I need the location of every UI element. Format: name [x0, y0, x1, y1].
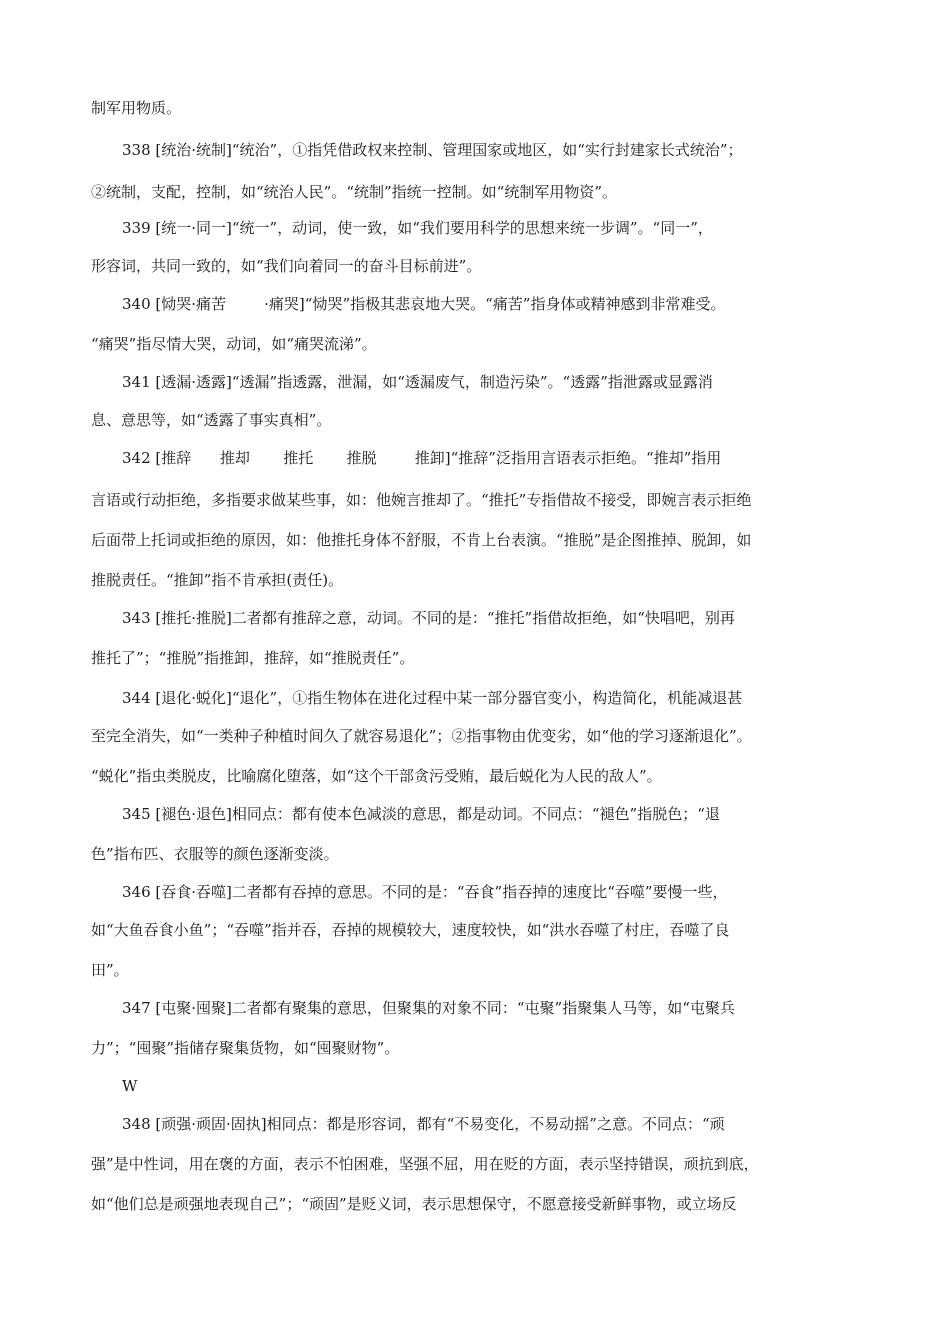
text-line: 339 [统一·同一]“统一”，动词，使一致，如“我们要用科学的思想来统一步调”。“同一”， — [122, 219, 713, 237]
text-line: 如“他们总是顽强地表现自己”；“顽固”是贬义词，表示思想保守，不愿意接受新鲜事物，或立场反 — [91, 1195, 737, 1213]
text-line: 推脱责任。“推卸”指不肯承担(责任)。 — [91, 571, 344, 589]
text-line: 347 [屯聚·囤聚]二者都有聚集的意思，但聚集的对象不同：“屯聚”指聚集人马等，如“屯聚兵 — [122, 999, 735, 1017]
text-line: 338 [统治·统制]“统治”，①指凭借政权来控制、管理国家或地区，如“实行封建家长式统治”； — [122, 141, 743, 159]
text-line: 力”；“囤聚”指储存聚集货物，如“囤聚财物”。 — [91, 1039, 400, 1057]
text-line: 推托了”；“推脱”指推卸，推辞，如“推脱责任”。 — [91, 649, 415, 667]
text-line: 至完全消失，如“一类种子种植时间久了就容易退化”；②指事物由优变劣，如“他的学习逐渐退化”。 — [91, 727, 752, 745]
text-line: 制军用物质。 — [91, 99, 182, 117]
text-line: 342 [推辞 推却 推托 推脱 推卸]“推辞”泛指用言语表示拒绝。“推却”指用 — [122, 449, 722, 467]
text-line: 343 [推托·推脱]二者都有推辞之意，动词。不同的是：“推托”指借故拒绝，如“快唱吧，别再 — [122, 609, 735, 627]
text-line: ②统制，支配，控制，如“统治人民”。“统制”指统一控制。如“统制军用物资”。 — [91, 183, 618, 201]
text-line: 形容词，共同一致的，如“我们向着同一的奋斗目标前进”。 — [91, 257, 482, 275]
text-line: 田”。 — [91, 961, 129, 979]
text-line: 345 [褪色·退色]相同点：都有使本色减淡的意思，都是动词。不同点：“褪色”指脱色；“退 — [122, 805, 720, 823]
text-line: 348 [顽强·顽固·固执]相同点：都是形容词，都有“不易变化，不易动摇”之意。不同点：“顽 — [122, 1115, 725, 1133]
text-line: W — [122, 1077, 138, 1095]
text-line: 言语或行动拒绝，多指要求做某些事，如：他婉言推却了。“推托”专指借故不接受，即婉言表示拒绝 — [91, 491, 752, 509]
text-line: 色”指布匹、衣服等的颜色逐渐变淡。 — [91, 845, 339, 863]
text-line: 息、意思等，如“透露了事实真相”。 — [91, 411, 332, 429]
text-line: 如“大鱼吞食小鱼”；“吞噬”指并吞，吞掉的规模较大，速度较快，如“洪水吞噬了村庄，吞噬了良 — [91, 921, 730, 939]
text-line: 后面带上托词或拒绝的原因，如：他推托身体不舒服，不肯上台表演。“推脱”是企图推掉、脱卸，如 — [91, 531, 752, 549]
text-line: 341 [透漏·透露]“透漏”指透露，泄漏，如“透漏废气，制造污染”。“透露”指泄露或显露消 — [122, 373, 713, 391]
text-line: “痛哭”指尽情大哭，动词，如“痛哭流涕”。 — [91, 335, 377, 353]
text-line: 346 [吞食·吞噬]二者都有吞掉的意思。不同的是：“吞食”指吞掉的速度比“吞噬”要慢一些， — [122, 883, 728, 901]
text-line: “蜕化”指虫类脱皮，比喻腐化堕落，如“这个干部贪污受贿，最后蜕化为人民的敌人”。 — [91, 767, 662, 785]
text-line: 344 [退化·蜕化]“退化”，①指生物体在进化过程中某一部分器官变小，构造简化，机能减退甚 — [122, 689, 743, 707]
text-line: 340 [恸哭·痛苦 ·痛哭]“恸哭”指极其悲哀地大哭。“痛苦”指身体或精神感到非常难受。 — [122, 295, 726, 313]
text-line: 强”是中性词，用在褒的方面，表示不怕困难，坚强不屈，用在贬的方面，表示坚持错误，顽抗到底， — [91, 1155, 759, 1173]
